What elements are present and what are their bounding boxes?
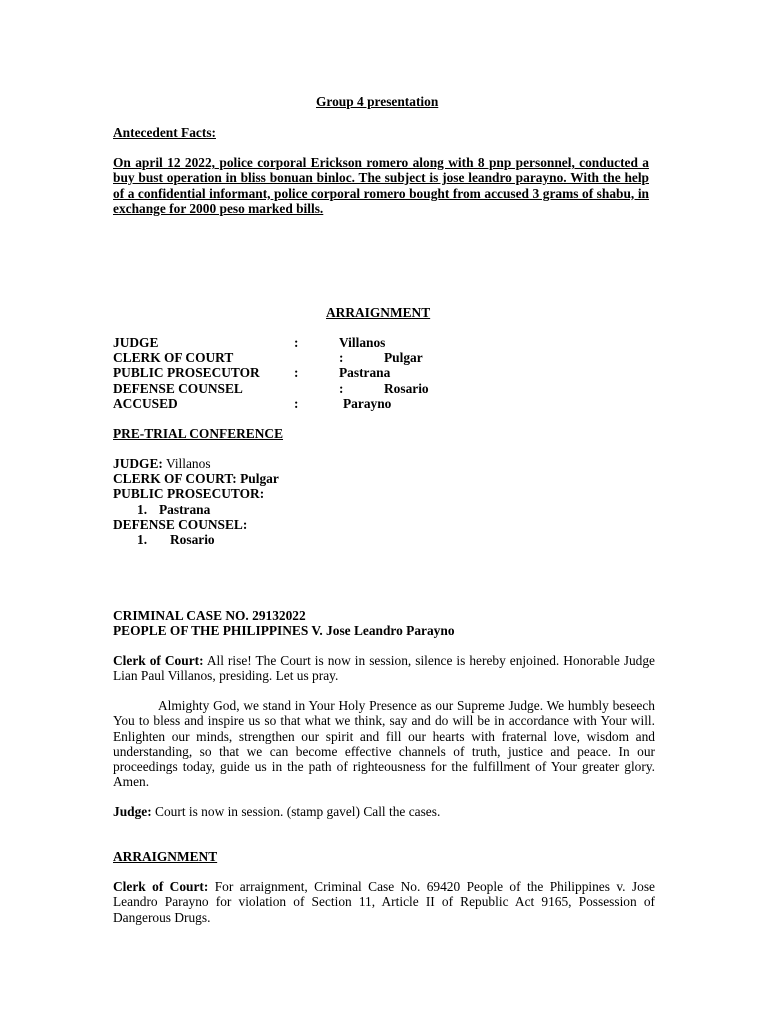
pretrial-judge-line [113,456,211,471]
pretrial-defense-number: 1. [137,532,148,547]
judge-label: Judge: [113,804,152,819]
judge-statement-text: Court is now in session. (stamp gavel) Call the cases. [151,804,441,819]
roster-name: Rosario [384,381,429,396]
clerk-arraignment-paragraph [113,879,655,925]
antecedent-facts-heading: Antecedent Facts: [113,125,216,140]
judge-statement [113,804,440,819]
roster-colon: : [294,396,299,411]
pretrial-judge-label: JUDGE: [113,456,163,471]
roster-colon: : [339,350,344,365]
roster-name: Villanos [339,335,386,350]
clerk-label: Clerk of Court: [113,653,204,668]
roster-name: Pastrana [339,365,391,380]
antecedent-facts-text: On april 12 2022, police corporal Erickson romero along with 8 pnp personnel, conducted a buy bust operation in bliss bonuan binloc. The subject is jose leandro parayno. With the help of a confidential informant, police corporal romero bought from accused 3 grams of shabu, in exchange for 2000 peso marked bills. [113,155,649,216]
pretrial-clerk-line: CLERK OF COURT: Pulgar [113,471,279,486]
roster-name: Parayno [343,396,392,411]
roster-role: JUDGE [113,335,159,350]
roster-role: DEFENSE COUNSEL [113,381,243,396]
roster-role: ACCUSED [113,396,178,411]
arraignment-section-heading: ARRAIGNMENT [113,849,218,864]
pretrial-defense-name: Rosario [170,532,215,547]
clerk-opening-paragraph [113,653,655,684]
case-number: CRIMINAL CASE NO. 29132022 [113,608,306,623]
clerk-arraignment-text: For arraignment, Criminal Case No. 69420 People of the Philippines v. Jose Leandro Parayno for violation of Section 11, Article II of Republic Act 9165, Possession of Dangerous Drugs. [113,879,655,925]
clerk-opening-text: All rise! The Court is now in session, silence is hereby enjoined. Honorable Judge Lian Paul Villanos, presiding. Let us pray. [113,653,656,684]
pretrial-heading: PRE-TRIAL CONFERENCE [113,426,284,441]
pretrial-prosecutor-name: Pastrana [159,502,211,517]
arraignment-roster-heading: ARRAIGNMENT [326,305,431,320]
roster-colon: : [294,365,299,380]
prayer-paragraph: Almighty God, we stand in Your Holy Presence as our Supreme Judge. We humbly beseech You to bless and inspire us so that what we think, say and do will be in accordance with Your will. Enlighten our minds, strengthen our spirit and fill our hearts with fraternal love, wisdom and understanding, so that we can become effective channels of truth, justice and peace. In our proceedings today, guide us in the path of righteousness for the fulfillment of Your greater glory. Amen. [113,698,655,790]
roster-colon: : [339,381,344,396]
clerk-arraignment-label: Clerk of Court: [113,879,209,894]
roster-name: Pulgar [384,350,423,365]
pretrial-judge-name: Villanos [165,456,211,471]
roster-colon: : [294,335,299,350]
pretrial-prosecutor-number: 1. [137,502,148,517]
pretrial-defense-label: DEFENSE COUNSEL: [113,517,248,532]
roster-role: CLERK OF COURT [113,350,234,365]
roster-role: PUBLIC PROSECUTOR [113,365,260,380]
pretrial-prosecutor-label: PUBLIC PROSECUTOR: [113,486,265,501]
case-title: PEOPLE OF THE PHILIPPINES V. Jose Leandro Parayno [113,623,455,638]
document-title: Group 4 presentation [316,94,439,109]
